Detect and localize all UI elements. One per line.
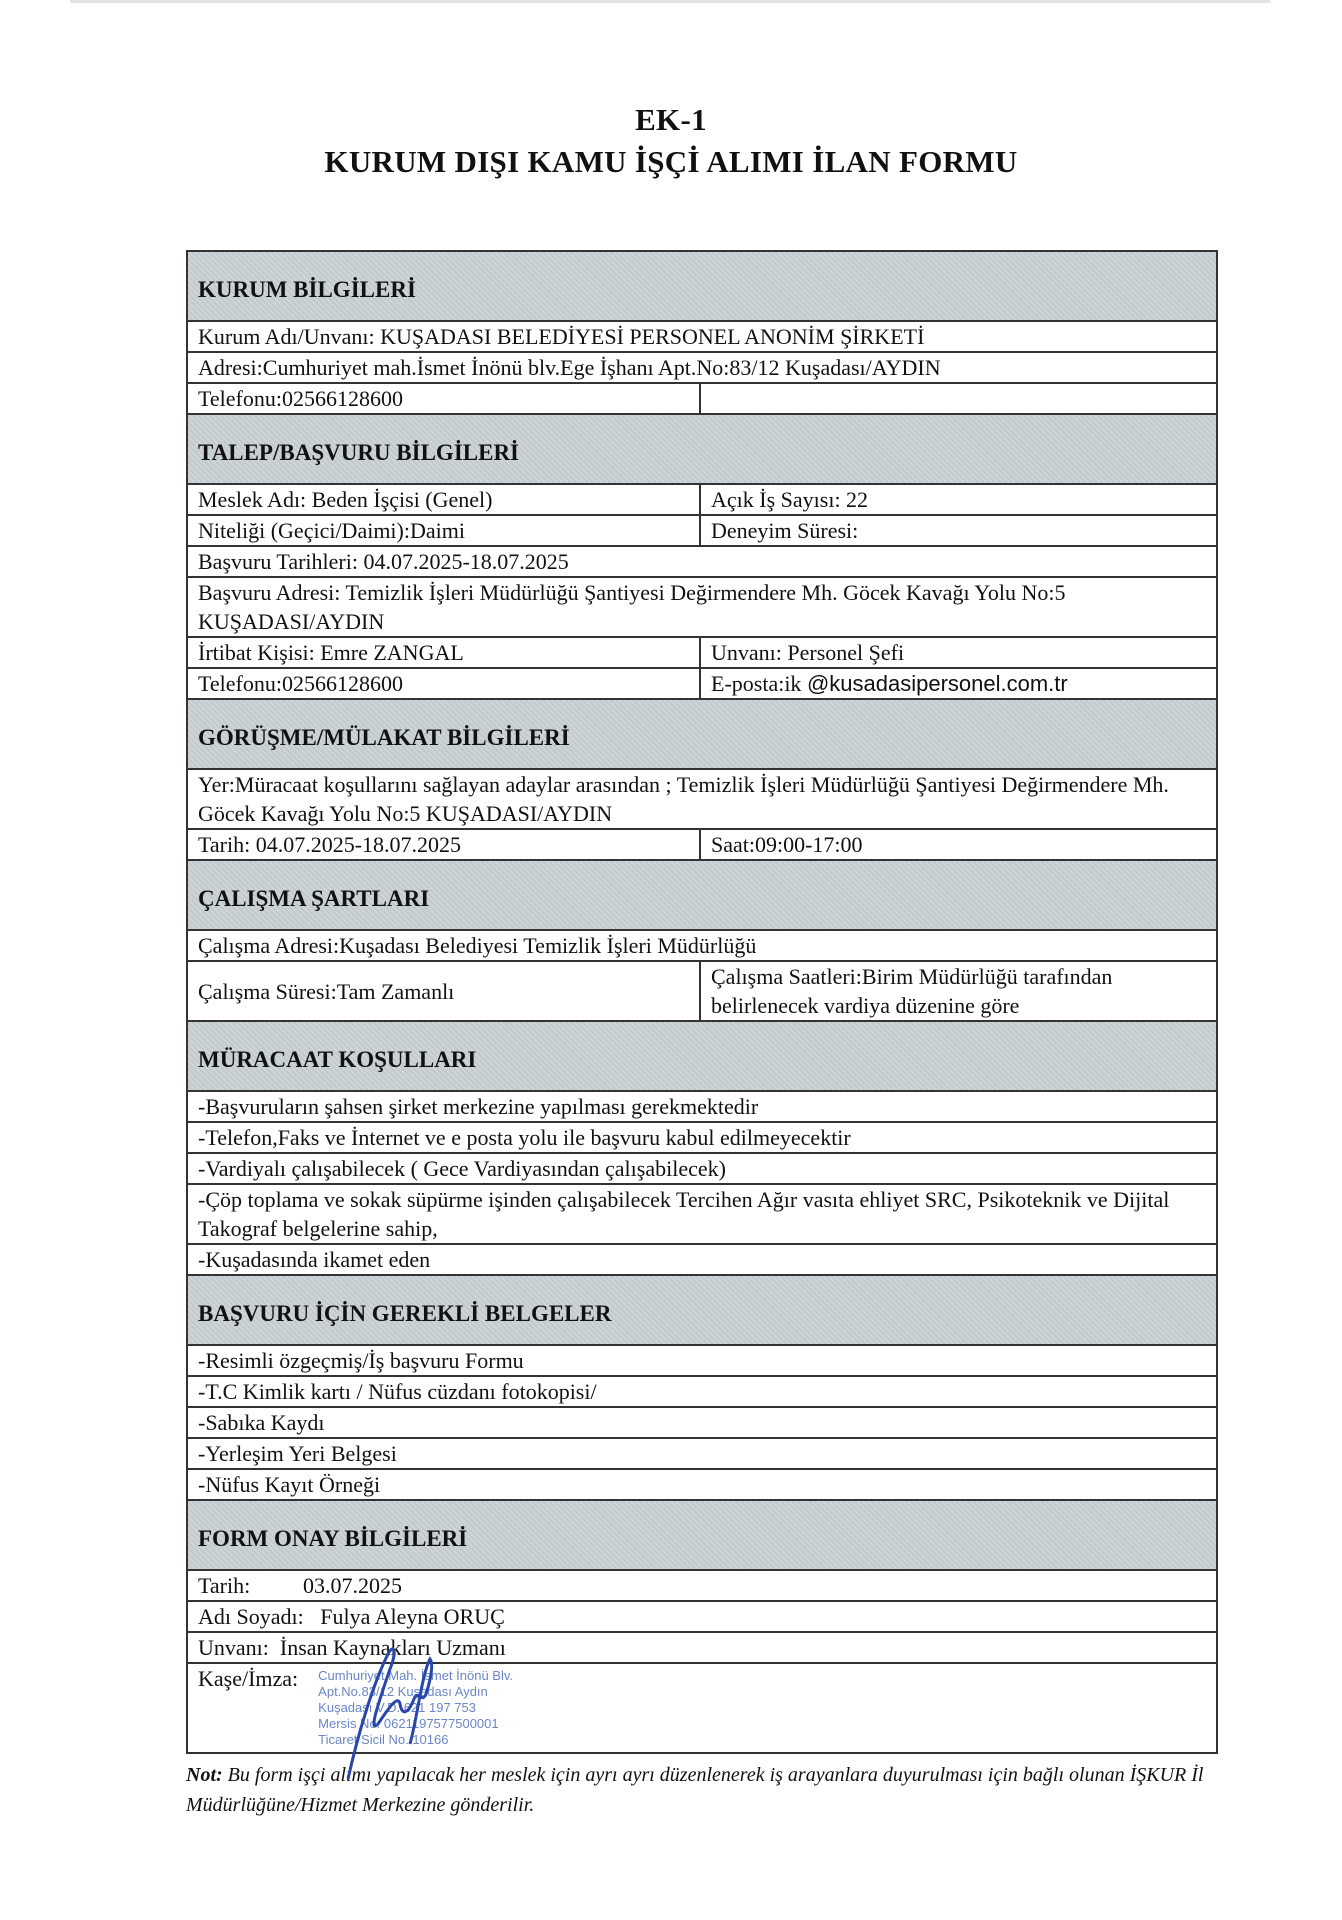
footnote — [186, 1760, 1226, 1820]
cell-text: Tarih: 04.07.2025-18.07.2025 — [198, 832, 462, 857]
cell-text: Unvanı: Personel Şefi — [711, 640, 905, 665]
cell-text: Başvuru Adresi: Temizlik İşleri Müdürlüğü Şantiyesi Değirmendere Mh. Göcek Kavağı Yolu No:5 KUŞADASI/AYDIN — [198, 580, 1066, 634]
form-row — [187, 1469, 1217, 1500]
cell-text: Kurum Adı/Unvanı: KUŞADASI BELEDİYESİ PERSONEL ANONİM ŞİRKETİ — [198, 324, 925, 349]
cell-text: Telefonu:02566128600 — [198, 386, 403, 411]
cell-text: Telefonu:02566128600 — [198, 671, 403, 696]
name-label: Adı Soyadı: — [198, 1604, 304, 1629]
form-row — [187, 515, 1217, 546]
form-cell — [187, 321, 1217, 352]
form-row — [187, 1184, 1217, 1244]
cell-text: -Resimli özgeçmiş/İş başvuru Formu — [198, 1348, 524, 1373]
cell-text: Saat:09:00-17:00 — [711, 832, 863, 857]
form-row — [187, 321, 1217, 352]
approval-date-row — [187, 1570, 1217, 1601]
form-cell — [187, 637, 700, 668]
form-row — [187, 1122, 1217, 1153]
form-code: EK-1 — [635, 102, 707, 137]
form-cell — [187, 829, 700, 860]
section-title: ÇALIŞMA ŞARTLARI — [187, 860, 1217, 930]
form-cell — [187, 1376, 1217, 1407]
form-row — [187, 383, 1217, 414]
form-cell — [187, 1153, 1217, 1184]
form-row — [187, 1407, 1217, 1438]
signature-row — [187, 1663, 1217, 1753]
cell-text: İrtibat Kişisi: Emre ZANGAL — [198, 640, 464, 665]
approver-title: İnsan Kaynakları Uzmanı — [279, 1635, 506, 1660]
form-row — [187, 637, 1217, 668]
signature-label: Kaşe/İmza: — [198, 1666, 299, 1691]
cell-text: Çalışma Adresi:Kuşadası Belediyesi Temizlik İşleri Müdürlüğü — [198, 933, 757, 958]
form-row — [187, 484, 1217, 515]
stamp-line: Mersis No: 0621197577500001 — [318, 1716, 499, 1731]
form-cell — [700, 383, 1217, 414]
cell-text: -Telefon,Faks ve İnternet ve e posta yolu ile başvuru kabul edilmeyecektir — [198, 1125, 851, 1150]
cell-text: -Kuşadasında ikamet eden — [198, 1247, 431, 1272]
cell-text: Açık İş Sayısı: 22 — [711, 487, 869, 512]
stamp-line: Cumhuriyet Mah. İsmet İnönü Blv. — [318, 1668, 514, 1683]
application-form-table — [186, 250, 1218, 1754]
form-wrapper — [186, 250, 1216, 1820]
form-row — [187, 668, 1217, 699]
form-cell — [700, 829, 1217, 860]
cell-text: -Sabıka Kaydı — [198, 1410, 325, 1435]
cell-text: Başvuru Tarihleri: 04.07.2025-18.07.2025 — [198, 549, 569, 574]
cell-text: Deneyim Süresi: — [711, 518, 859, 543]
form-cell — [187, 352, 1217, 383]
section-header — [187, 1275, 1217, 1345]
approval-name-row — [187, 1601, 1217, 1632]
section-title: GÖRÜŞME/MÜLAKAT BİLGİLERİ — [187, 699, 1217, 769]
stamp-line: Apt.No.83/12 Kuşadası Aydın — [318, 1684, 488, 1699]
section-header — [187, 699, 1217, 769]
form-row — [187, 1345, 1217, 1376]
form-cell — [700, 961, 1217, 1021]
form-row — [187, 1376, 1217, 1407]
form-cell — [187, 484, 700, 515]
title-label: Unvanı: — [198, 1635, 269, 1660]
form-cell — [187, 1345, 1217, 1376]
note-text: Bu form işçi alımı yapılacak her meslek için ayrı ayrı düzenlenerek iş arayanlara duyurulması için bağlı olunan İŞKUR İl Müdürlüğüne/Hizmet Merkezine gönderilir. — [186, 1764, 1204, 1816]
cell-text: -Nüfus Kayıt Örneği — [198, 1472, 381, 1497]
form-cell — [700, 484, 1217, 515]
form-cell — [187, 1469, 1217, 1500]
form-cell — [700, 637, 1217, 668]
cell-text: Niteliği (Geçici/Daimi):Daimi — [198, 518, 465, 543]
form-cell — [700, 668, 1217, 699]
cell-text: Çalışma Saatleri:Birim Müdürlüğü tarafından belirlenecek vardiya düzenine göre — [711, 964, 1113, 1018]
form-row — [187, 1244, 1217, 1275]
form-cell — [187, 1244, 1217, 1275]
section-title: FORM ONAY BİLGİLERİ — [187, 1500, 1217, 1570]
cell-text: -Çöp toplama ve sokak süpürme işinden çalışabilecek Tercihen Ağır vasıta ehliyet SRC, Psikoteknik ve Dijital Takograf belgelerine sahip, — [198, 1187, 1170, 1241]
form-row — [187, 352, 1217, 383]
cell-text: E-posta:ik — [711, 671, 807, 696]
page-title: KURUM DIŞI KAMU İŞÇİ ALIMI İLAN FORMU — [324, 144, 1018, 179]
note-label: Not: — [186, 1764, 223, 1786]
form-cell — [700, 515, 1217, 546]
form-cell — [187, 668, 700, 699]
form-row — [187, 961, 1217, 1021]
form-cell — [187, 515, 700, 546]
section-title: BAŞVURU İÇİN GEREKLİ BELGELER — [187, 1275, 1217, 1345]
form-cell — [187, 1122, 1217, 1153]
stamp-line: Ticaret Sicil No. 10166 — [318, 1732, 449, 1747]
section-header — [187, 251, 1217, 321]
form-cell — [187, 769, 1217, 829]
form-row — [187, 930, 1217, 961]
section-header — [187, 1500, 1217, 1570]
section-title: KURUM BİLGİLERİ — [187, 251, 1217, 321]
cell-text: Çalışma Süresi:Tam Zamanlı — [198, 978, 455, 1004]
form-cell — [187, 546, 1217, 577]
cell-text: Meslek Adı: Beden İşçisi (Genel) — [198, 487, 493, 512]
form-row — [187, 1091, 1217, 1122]
section-title: MÜRACAAT KOŞULLARI — [187, 1021, 1217, 1091]
section-header — [187, 414, 1217, 484]
form-row — [187, 577, 1217, 637]
email-address: @kusadasipersonel.com.tr — [806, 671, 1068, 696]
form-cell — [187, 1091, 1217, 1122]
form-cell — [187, 577, 1217, 637]
scan-edge — [70, 0, 1270, 3]
approver-name: Fulya Aleyna ORUÇ — [320, 1604, 505, 1629]
cell-text: -T.C Kimlik kartı / Nüfus cüzdanı fotokopisi/ — [198, 1379, 597, 1404]
approval-title-row — [187, 1632, 1217, 1663]
stamp-line: Kuşadası V.D. 621 197 753 — [318, 1700, 476, 1715]
form-cell — [187, 961, 700, 1021]
cell-text: -Vardiyalı çalışabilecek ( Gece Vardiyasından çalışabilecek) — [198, 1156, 726, 1181]
cell-text: Adresi:Cumhuriyet mah.İsmet İnönü blv.Ege İşhanı Apt.No:83/12 Kuşadası/AYDIN — [198, 355, 941, 380]
section-title: TALEP/BAŞVURU BİLGİLERİ — [187, 414, 1217, 484]
form-row — [187, 1438, 1217, 1469]
form-row — [187, 1153, 1217, 1184]
form-row — [187, 546, 1217, 577]
form-cell — [187, 383, 700, 414]
form-row — [187, 769, 1217, 829]
form-cell — [187, 1438, 1217, 1469]
signature-area — [198, 1664, 1206, 1748]
form-cell — [187, 1407, 1217, 1438]
cell-text: -Yerleşim Yeri Belgesi — [198, 1441, 397, 1466]
cell-text: Yer:Müracaat koşullarını sağlayan adaylar arasından ; Temizlik İşleri Müdürlüğü Şantiyesi Değirmendere Mh. Göcek Kavağı Yolu No:5 KUŞADASI/AYDIN — [198, 772, 1169, 826]
cell-text: -Başvuruların şahsen şirket merkezine yapılması gerekmektedir — [198, 1094, 759, 1119]
form-row — [187, 829, 1217, 860]
form-cell — [187, 1184, 1217, 1244]
date-label: Tarih: — [198, 1573, 251, 1598]
form-cell — [187, 930, 1217, 961]
company-stamp — [318, 1668, 513, 1748]
section-header — [187, 1021, 1217, 1091]
section-header — [187, 860, 1217, 930]
approval-date: 03.07.2025 — [303, 1573, 402, 1598]
